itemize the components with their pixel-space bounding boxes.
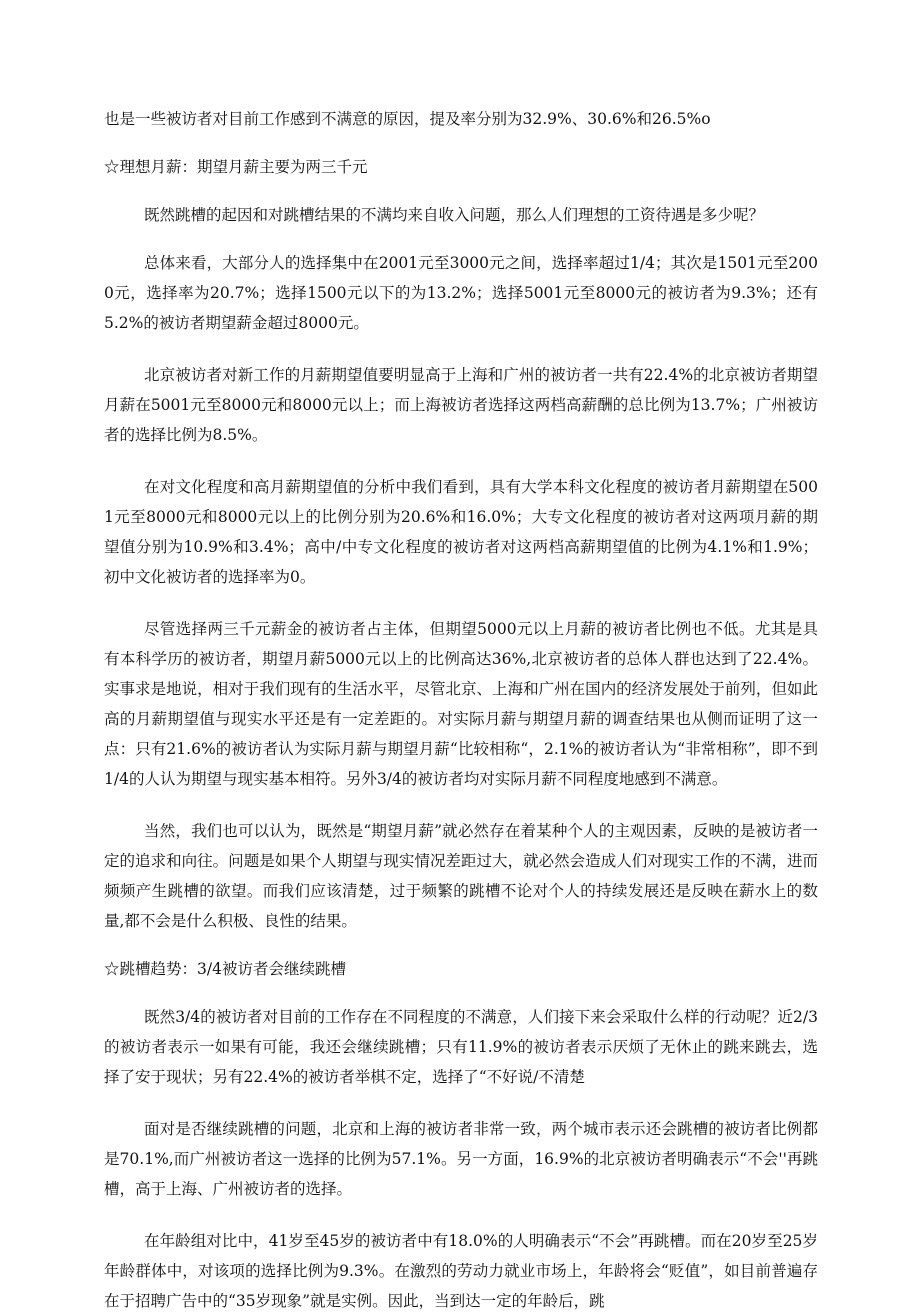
- paragraph: 在年龄组对比中，41岁至45岁的被访者中有18.0%的人明确表示“不会”再跳槽。而在20岁至25岁年龄群体中，对该项的选择比例为9.3%。在激烈的劳动力就业市场上，年龄将会“贬值”，如目前普遍存在于招聘广告中的“35岁现象”就是实例。因此，当到达一定的年龄后，跳: [104, 1232, 818, 1310]
- paragraph: 当然，我们也可以认为，既然是“期望月薪”就必然存在着某种个人的主观因素，反映的是被访者一定的追求和向往。问题是如果个人期望与现实情况差距过大，就必然会造成人们对现实工作的不满，进而频频产生跳槽的欲望。而我们应该清楚，过于频繁的跳槽不论对个人的持续发展还是反映在薪水上的数量,都不会是什么积极、良性的结果。: [104, 822, 818, 930]
- document-page: [104, 104, 818, 1316]
- paragraph: 总体来看，大部分人的选择集中在2001元至3000元之间，选择率超过1/4；其次是1501元至2000元，选择率为20.7%；选择1500元以下的为13.2%；选择5001元至8000元的被访者为9.3%；还有5.2%的被访者期望薪金超过8000元。: [104, 254, 818, 332]
- paragraph: 既然3/4的被访者对目前的工作存在不同程度的不满意，人们接下来会采取什么样的行动呢？近2/3的被访者表示一如果有可能，我还会继续跳槽；只有11.9%的被访者表示厌烦了无休止的跳来跳去，选择了安于现状；另有22.4%的被访者举棋不定，选择了“不好说/不清楚: [104, 1008, 818, 1086]
- section-heading-ideal-salary: ☆理想月薪：期望月薪主要为两三千元: [104, 158, 368, 176]
- paragraph: 在对文化程度和高月薪期望值的分析中我们看到，具有大学本科文化程度的被访者月薪期望在5001元至8000元和8000元以上的比例分别为20.6%和16.0%；大专文化程度的被访者对这两项月薪的期望值分别为10.9%和3.4%；高中/中专文化程度的被访者对这两档高薪期望值的比例为4.1%和1.9%；初中文化被访者的选择率为0。: [104, 478, 818, 586]
- section-heading-job-hopping-trend: ☆跳槽趋势：3/4被访者会继续跳槽: [104, 960, 346, 978]
- paragraph: 北京被访者对新工作的月薪期望值要明显高于上海和广州的被访者一共有22.4%的北京被访者期望月薪在5001元至8000元和8000元以上；而上海被访者选择这两档高薪酬的总比例为13.7%；广州被访者的选择比例为8.5%。: [104, 366, 818, 444]
- paragraph-continuation: 也是一些被访者对目前工作感到不满意的原因，提及率分别为32.9%、30.6%和26.5%o: [104, 110, 711, 128]
- paragraph: 尽管选择两三千元薪金的被访者占主体，但期望5000元以上月薪的被访者比例也不低。尤其是具有本科学历的被访者，期望月薪5000元以上的比例高达36%,北京被访者的总体人群也达到了22.4%。实事求是地说，相对于我们现有的生活水平，尽管北京、上海和广州在国内的经济发展处于前列，但如此高的月薪期望值与现实水平还是有一定差距的。对实际月薪与期望月薪的调查结果也从侧而证明了这一点：只有21.6%的被访者认为实际月薪与期望月薪“比较相称“，2.1%的被访者认为“非常相称”，即不到1/4的人认为期望与现实基本相符。另外3/4的被访者均对实际月薪不同程度地感到不满意。: [104, 620, 818, 788]
- paragraph: 面对是否继续跳槽的问题，北京和上海的被访者非常一致，两个城市表示还会跳槽的被访者比例都是70.1%,而广州被访者这一选择的比例为57.1%。另一方面，16.9%的北京被访者明确表示“不会''再跳槽，高于上海、广州被访者的选择。: [104, 1120, 818, 1198]
- paragraph: 既然跳槽的起因和对跳槽结果的不满均来自收入问题，那么人们理想的工资待遇是多少呢？: [144, 206, 765, 224]
